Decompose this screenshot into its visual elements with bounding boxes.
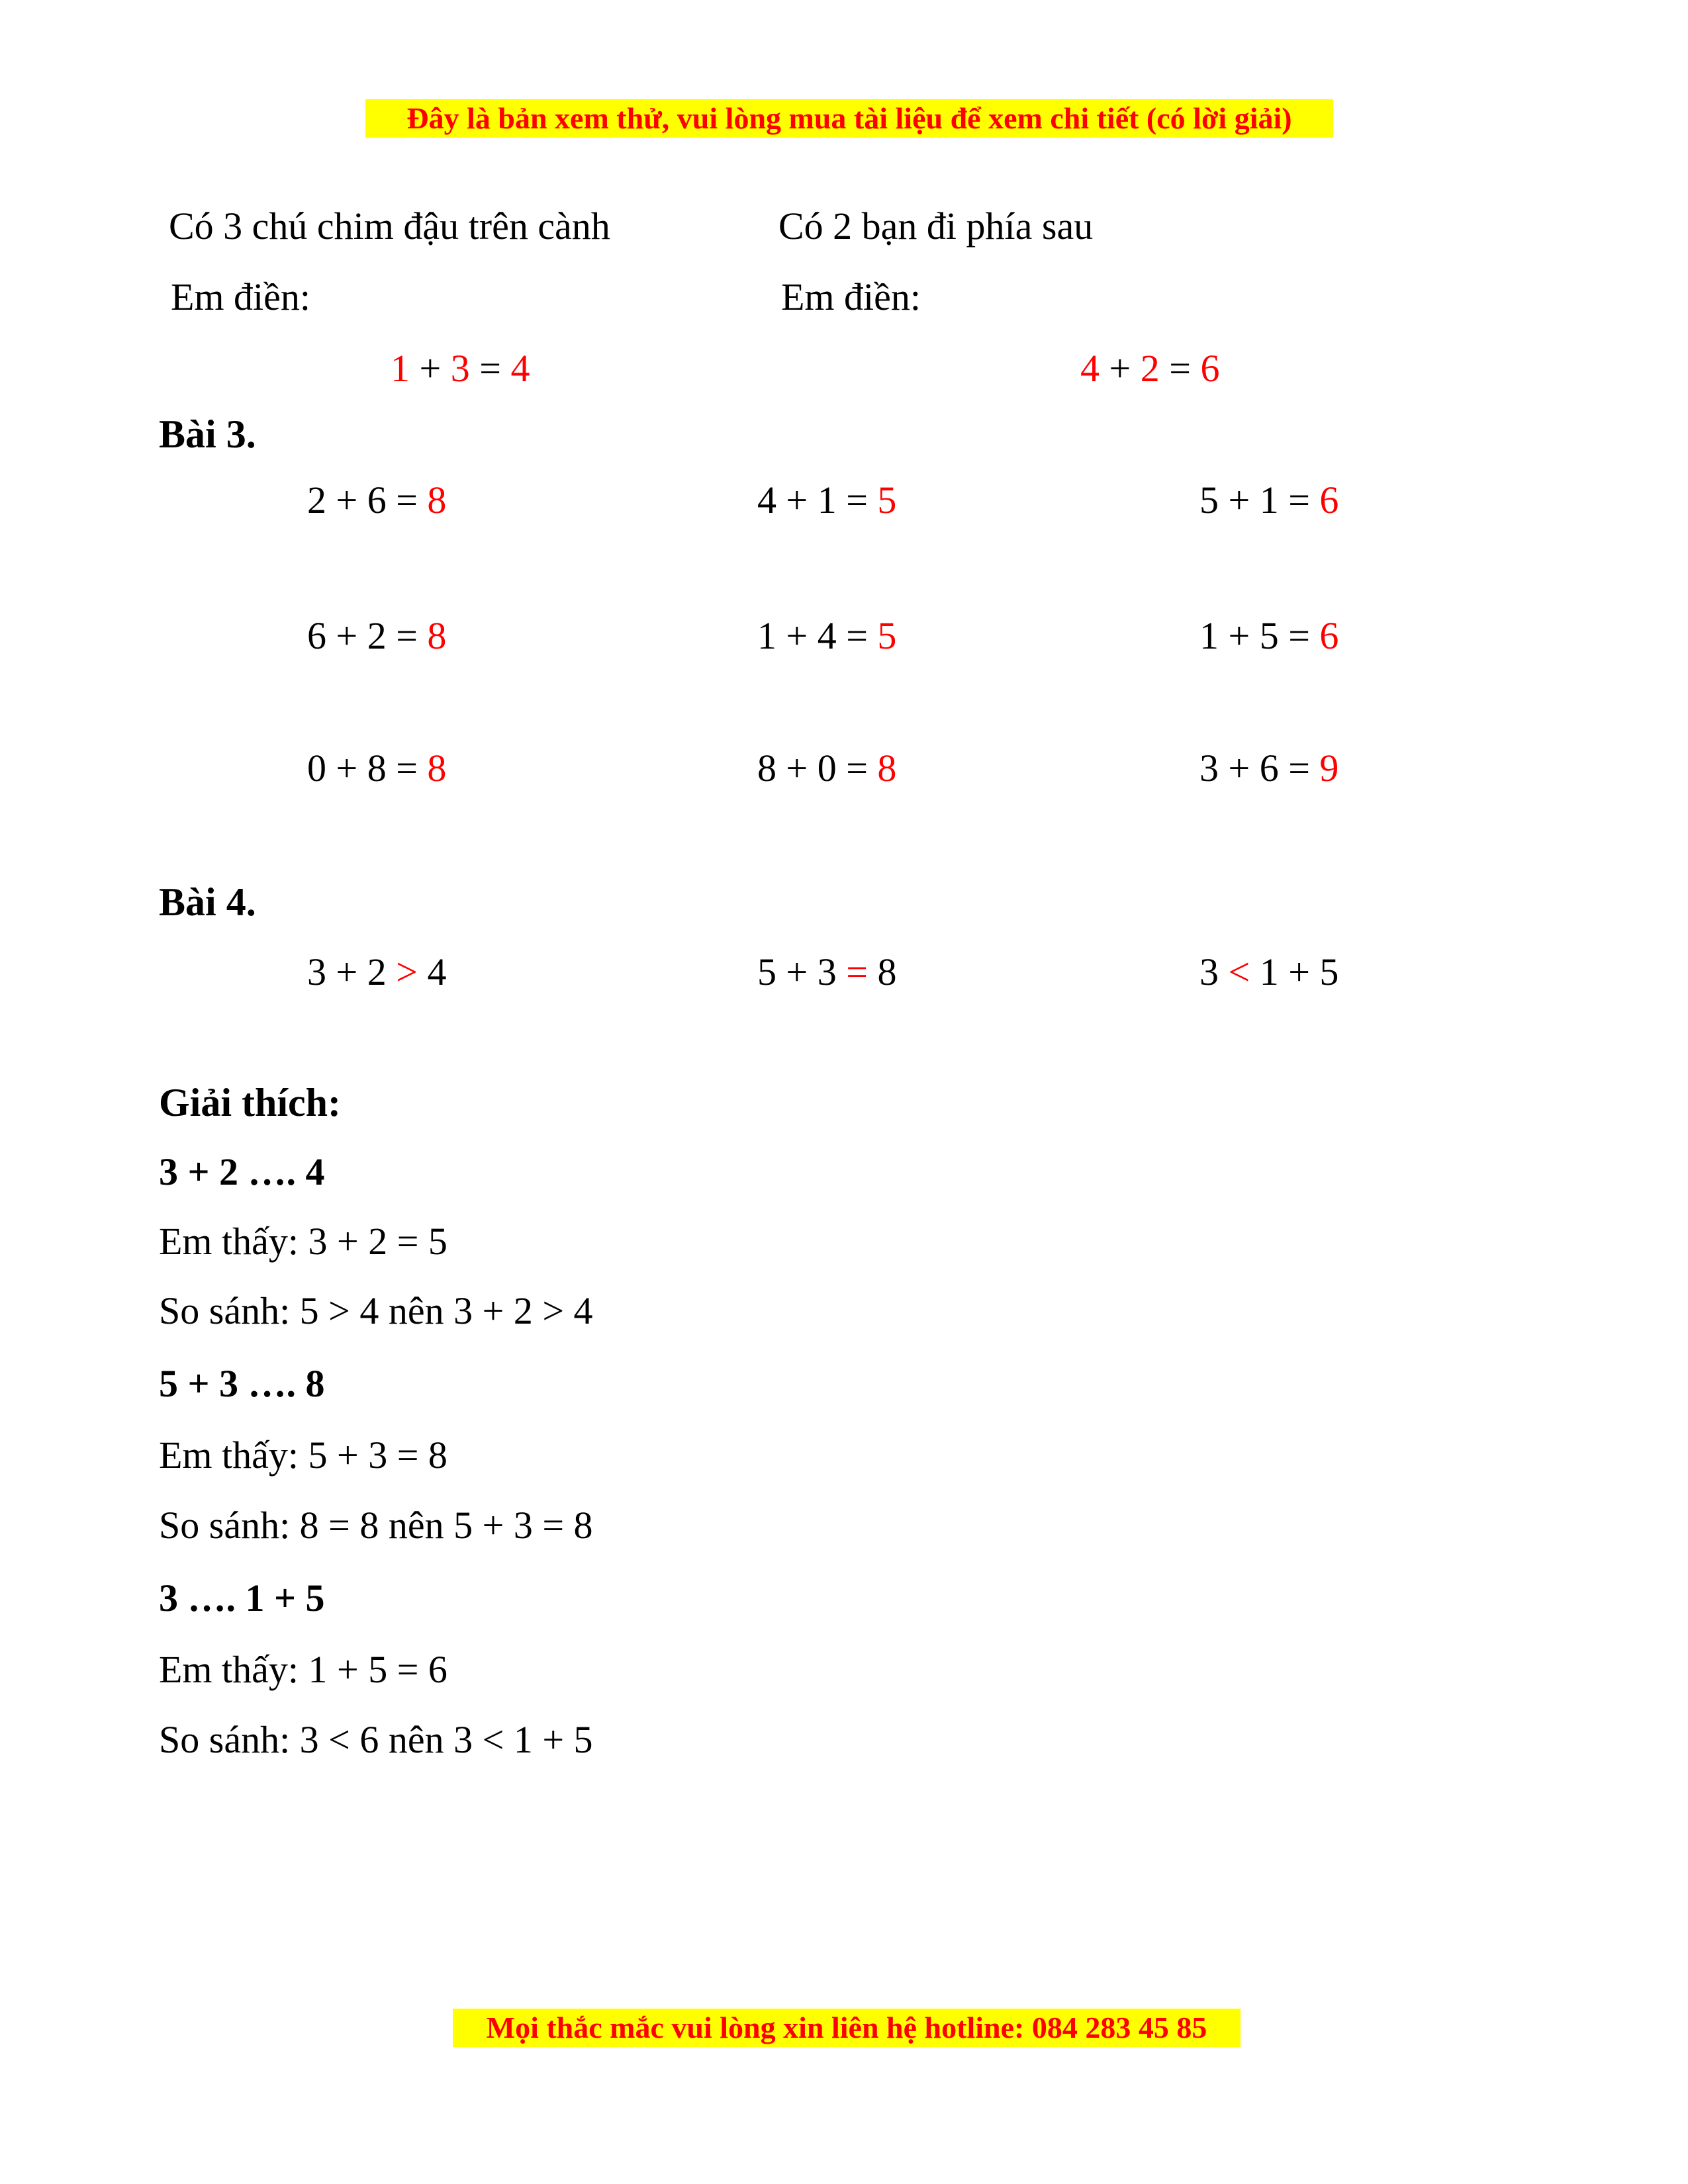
comparison-rhs: 8 (867, 950, 897, 993)
preview-notice-banner (365, 99, 1333, 138)
equation-operator: = (469, 347, 511, 390)
comparison-rhs: 1 + 5 (1250, 950, 1339, 993)
fill-label-right: Em điền: (781, 275, 921, 318)
explain-line: So sánh: 5 > 4 nên 3 + 2 > 4 (159, 1289, 593, 1332)
equation-operator: = (1159, 347, 1201, 390)
equation-digit: 2 (1140, 347, 1160, 390)
bai3-title: Bài 3. (159, 412, 256, 456)
bai3-equation (307, 749, 446, 788)
equation-digit: 4 (510, 347, 530, 390)
intro-equation-1 (391, 349, 530, 388)
comparison-rhs: 4 (417, 950, 447, 993)
equation-answer: 8 (427, 478, 447, 522)
intro-caption-left: Có 3 chú chim đậu trên cành (169, 205, 610, 248)
equation-lhs: 1 + 5 = (1199, 614, 1320, 657)
hotline-banner (453, 2009, 1241, 2047)
comparison-operator: < (1228, 950, 1250, 993)
equation-lhs: 4 + 1 = (757, 478, 878, 522)
equation-digit: 6 (1200, 347, 1220, 390)
equation-answer: 8 (427, 614, 447, 657)
comparison-lhs: 3 (1199, 950, 1229, 993)
equation-lhs: 5 + 1 = (1199, 478, 1320, 522)
equation-lhs: 6 + 2 = (307, 614, 428, 657)
equation-lhs: 1 + 4 = (757, 614, 878, 657)
equation-answer: 5 (877, 478, 897, 522)
intro-caption-right: Có 2 bạn đi phía sau (778, 205, 1094, 248)
comparison-lhs: 5 + 3 (757, 950, 847, 993)
equation-operator: + (1100, 347, 1141, 390)
comparison-lhs: 3 + 2 (307, 950, 397, 993)
equation-answer: 8 (877, 747, 897, 790)
equation-digit: 4 (1080, 347, 1100, 390)
equation-answer: 6 (1319, 614, 1339, 657)
equation-digit: 3 (450, 347, 470, 390)
equation-answer: 6 (1319, 478, 1339, 522)
equation-answer: 8 (427, 747, 447, 790)
equation-answer: 9 (1319, 747, 1339, 790)
explain-line: Em thấy: 3 + 2 = 5 (159, 1220, 447, 1263)
bai3-equation (757, 749, 896, 788)
comparison-operator: = (846, 950, 868, 993)
equation-operator: + (410, 347, 451, 390)
explain-line: So sánh: 3 < 6 nên 3 < 1 + 5 (159, 1718, 593, 1761)
fill-label-left: Em điền: (171, 275, 311, 318)
bai4-comparison (307, 950, 447, 993)
explain-head: 3 + 2 …. 4 (159, 1150, 325, 1193)
equation-digit: 1 (391, 347, 410, 390)
intro-equation-2 (1080, 349, 1219, 388)
explain-line: Em thấy: 5 + 3 = 8 (159, 1433, 447, 1477)
explain-line: So sánh: 8 = 8 nên 5 + 3 = 8 (159, 1504, 593, 1547)
equation-lhs: 2 + 6 = (307, 478, 428, 522)
equation-lhs: 8 + 0 = (757, 747, 878, 790)
bai4-comparison (1199, 950, 1339, 993)
hotline-text: Mọi thắc mắc vui lòng xin liên hệ hotline: 084 283 45 85 (486, 2011, 1207, 2044)
equation-lhs: 0 + 8 = (307, 747, 428, 790)
bai3-equation (1199, 478, 1339, 522)
equation-answer: 5 (877, 614, 897, 657)
bai3-equation (307, 614, 447, 657)
bai3-equation (307, 478, 447, 522)
equation-lhs: 3 + 6 = (1199, 747, 1320, 790)
bai4-title: Bài 4. (159, 880, 256, 924)
bai3-equation (757, 614, 897, 657)
explain-title: Giải thích: (159, 1081, 342, 1124)
preview-notice-text: Đây là bản xem thử, vui lòng mua tài liệu để xem chi tiết (có lời giải) (406, 101, 1292, 135)
explain-head: 3 …. 1 + 5 (159, 1576, 325, 1619)
explain-head: 5 + 3 …. 8 (159, 1362, 325, 1405)
bai4-comparison (757, 950, 897, 993)
bai3-equation (1199, 614, 1339, 657)
comparison-operator: > (396, 950, 418, 993)
bai3-equation (757, 478, 897, 522)
bai3-equation (1199, 749, 1338, 788)
explain-line: Em thấy: 1 + 5 = 6 (159, 1648, 447, 1691)
